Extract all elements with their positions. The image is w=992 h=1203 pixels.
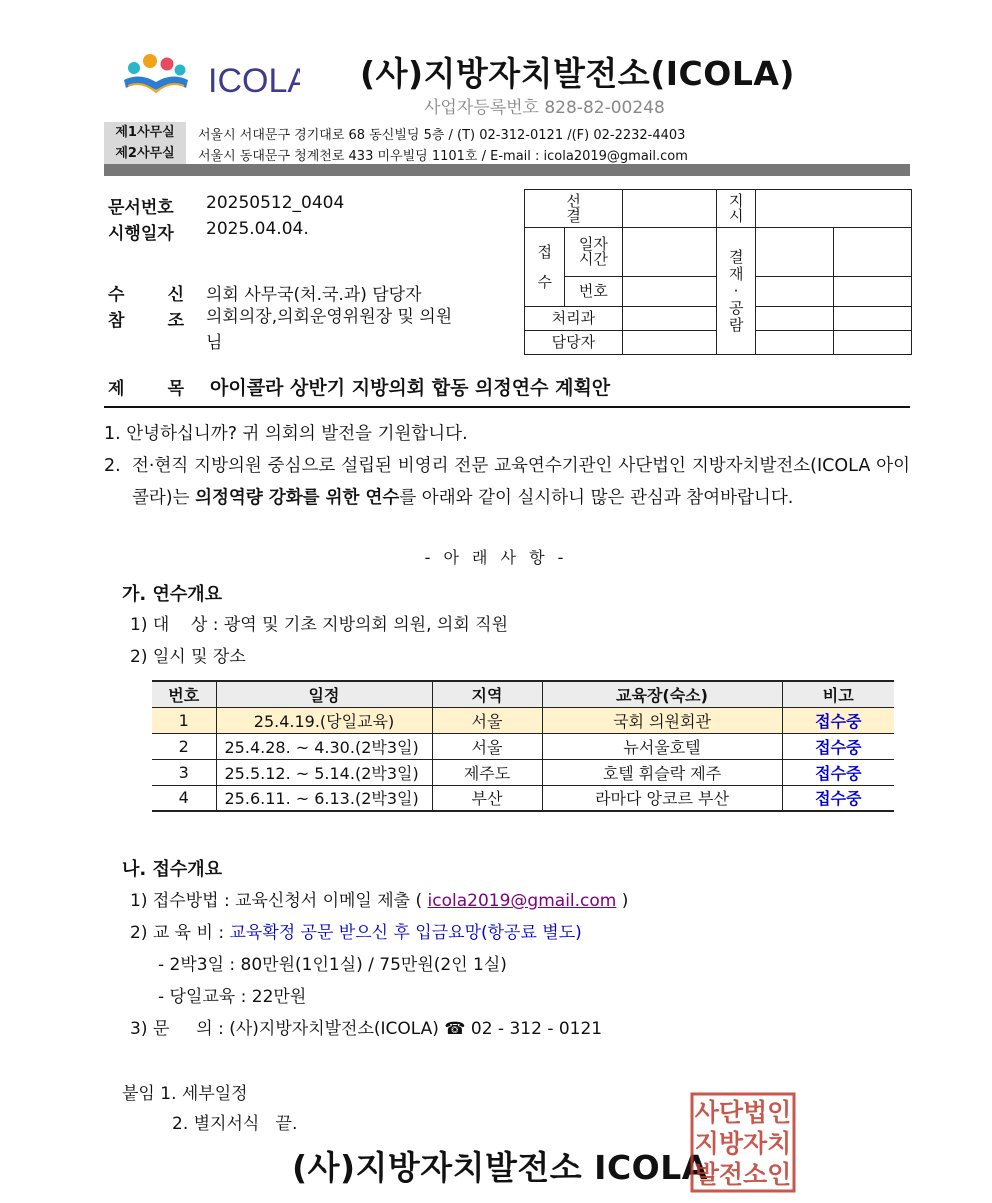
sign-cell (756, 330, 834, 354)
office-2 (104, 143, 688, 165)
inquiry-item: 3) 문 의 : (사)지방자치발전소(ICOLA) ☎ 02 - 312 - 0121 (130, 1019, 603, 1039)
fee-line-day: - 당일교육 : 22만원 (158, 987, 307, 1007)
sign-cell (756, 228, 834, 276)
subject-divider (104, 406, 910, 408)
row-number: 2 (152, 733, 216, 759)
row-status: 접수중 (782, 785, 894, 811)
issue-date: 2025.04.04. (206, 219, 309, 239)
row-venue: 호텔 휘슬락 제주 (542, 759, 782, 785)
office-tag: 제2사무실 (104, 143, 186, 165)
row-number: 3 (152, 759, 216, 785)
sign-cell (834, 330, 912, 354)
svg-text:사단법인: 사단법인 (694, 1098, 792, 1127)
doc-number: 20250512_0404 (206, 193, 345, 213)
email-link[interactable]: icola2019@gmail.com (427, 891, 617, 911)
schedule-table (152, 680, 894, 812)
office-1 (104, 122, 685, 144)
date-time-cell (622, 228, 716, 276)
emphasis: 의정역량 강화를 위한 연수 (195, 488, 400, 508)
paragraph-2-text: 전·현직 지방의원 중심으로 설립된 비영리 전문 교육연수기관인 사단법인 지방자치발전소(ICOLA 아이콜라)는 의정역량 강화를 위한 연수를 아래와 같이 실시하니 많은 관심과 참여바랍니다. (132, 456, 910, 508)
logo-text: ICOLA (208, 62, 300, 100)
row-region: 서울 (432, 707, 542, 733)
row-venue: 뉴서울호텔 (542, 733, 782, 759)
office-tag: 제1사무실 (104, 122, 186, 144)
attachment-2: 2. 별지서식 끝. (172, 1114, 298, 1134)
svg-text:발전소인: 발전소인 (694, 1160, 792, 1189)
reference: 의회의장,의회운영위원장 및 의원님 (206, 307, 453, 353)
sign-cell (834, 228, 912, 276)
fee-line-overnight: - 2박3일 : 80만원(1인1실) / 75만원(2인 1실) (158, 955, 507, 975)
date-time-label: 일자 시간 (564, 228, 622, 276)
col-header: 일정 (216, 681, 432, 707)
row-status: 접수중 (782, 733, 894, 759)
seongyeol-cell (622, 190, 716, 228)
paragraph-2 (104, 450, 910, 514)
jisi-label: 지시 (716, 190, 756, 228)
sign-cell (834, 306, 912, 330)
row-region: 제주도 (432, 759, 542, 785)
fee-note: 교육확정 공문 받으신 후 입금요망(항공료 별도) (229, 923, 582, 943)
recipient: 의회 사무국(처.국.과) 담당자 (206, 285, 422, 305)
row-number: 1 (152, 707, 216, 733)
target-item: 1) 대 상 : 광역 및 기초 지방의회 의원, 의회 직원 (130, 615, 509, 635)
footer-org-name: (사)지방자치발전소 ICOLA (292, 1148, 708, 1187)
office-address: 서울시 서대문구 경기대로 68 동신빌딩 5층 / (T) 02-312-0121 /(F) 02-2232-4403 (198, 127, 686, 143)
approval-box (524, 189, 912, 355)
recipient-label: 수 신 (108, 285, 184, 305)
reference-row (108, 306, 468, 356)
jisi-cell (756, 190, 912, 228)
row-region: 서울 (432, 733, 542, 759)
jeopsu-label: 접수 (525, 228, 565, 306)
table-header (152, 681, 894, 707)
when-where-item: 2) 일시 및 장소 (130, 647, 246, 667)
row-venue: 국회 의원회관 (542, 707, 782, 733)
reference-label: 참 조 (108, 311, 184, 331)
recipient-row (108, 280, 422, 305)
method-item: 1) 접수방법 : 교육신청서 이메일 제출 ( icola2019@gmail.com ) (130, 891, 629, 911)
svg-text:지방자치: 지방자치 (694, 1129, 792, 1158)
row-number: 4 (152, 785, 216, 811)
subject-title: 아이콜라 상반기 지방의회 합동 의정연수 계획안 (210, 377, 611, 399)
col-header: 교육장(숙소) (542, 681, 782, 707)
table-row (152, 733, 894, 759)
subject-label: 제 목 (108, 379, 184, 399)
row-date: 25.4.19.(당일교육) (216, 707, 432, 733)
seongyeol-label: 선결 (525, 190, 623, 228)
row-date: 25.4.28. ~ 4.30.(2박3일) (216, 733, 432, 759)
section-overview-title: 가. 연수개요 (122, 584, 223, 605)
col-header: 지역 (432, 681, 542, 707)
manager-cell (622, 330, 716, 354)
section-registration-title: 나. 접수개요 (122, 859, 223, 880)
issue-date-row (108, 219, 309, 244)
number-label: 번호 (564, 276, 622, 306)
dept-cell (622, 306, 716, 330)
row-date: 25.6.11. ~ 6.13.(2박3일) (216, 785, 432, 811)
business-number: 사업자등록번호 828-82-00248 (424, 98, 665, 118)
row-status: 접수중 (782, 707, 894, 733)
sign-cell (756, 276, 834, 306)
official-seal (688, 1090, 798, 1195)
fee-item: 2) 교 육 비 : 교육확정 공문 받으신 후 입금요망(항공료 별도) (130, 923, 582, 943)
subject-row (108, 373, 610, 400)
office-address: 서울시 동대문구 청계천로 433 미우빌딩 1101호 / E-mail : icola2019@gmail.com (198, 148, 688, 164)
col-header: 비고 (782, 681, 894, 707)
paragraph-2-number: 2. (104, 456, 121, 476)
col-header: 번호 (152, 681, 216, 707)
dept-label: 처리과 (525, 306, 623, 330)
issue-date-label: 시행일자 (108, 224, 174, 244)
row-region: 부산 (432, 785, 542, 811)
table-row (152, 707, 894, 733)
row-status: 접수중 (782, 759, 894, 785)
table-row (152, 759, 894, 785)
paragraph-1: 1. 안녕하십니까? 귀 의회의 발전을 기원합니다. (104, 424, 468, 444)
header-divider (104, 164, 910, 176)
table-row (152, 785, 894, 811)
doc-number-label: 문서번호 (108, 198, 174, 218)
attachment-1: 붙임 1. 세부일정 (122, 1084, 248, 1104)
gyeoljae-label: 결재 · 공람 (716, 228, 756, 355)
number-cell (622, 276, 716, 306)
manager-label: 담당자 (525, 330, 623, 354)
row-venue: 라마다 앙코르 부산 (542, 785, 782, 811)
org-title: (사)지방자치발전소(ICOLA) (360, 54, 795, 93)
sign-cell (834, 276, 912, 306)
doc-number-row (108, 193, 344, 218)
icola-logo (120, 50, 300, 100)
notice-heading: - 아 래 사 항 - (424, 548, 568, 567)
sign-cell (756, 306, 834, 330)
row-date: 25.5.12. ~ 5.14.(2박3일) (216, 759, 432, 785)
